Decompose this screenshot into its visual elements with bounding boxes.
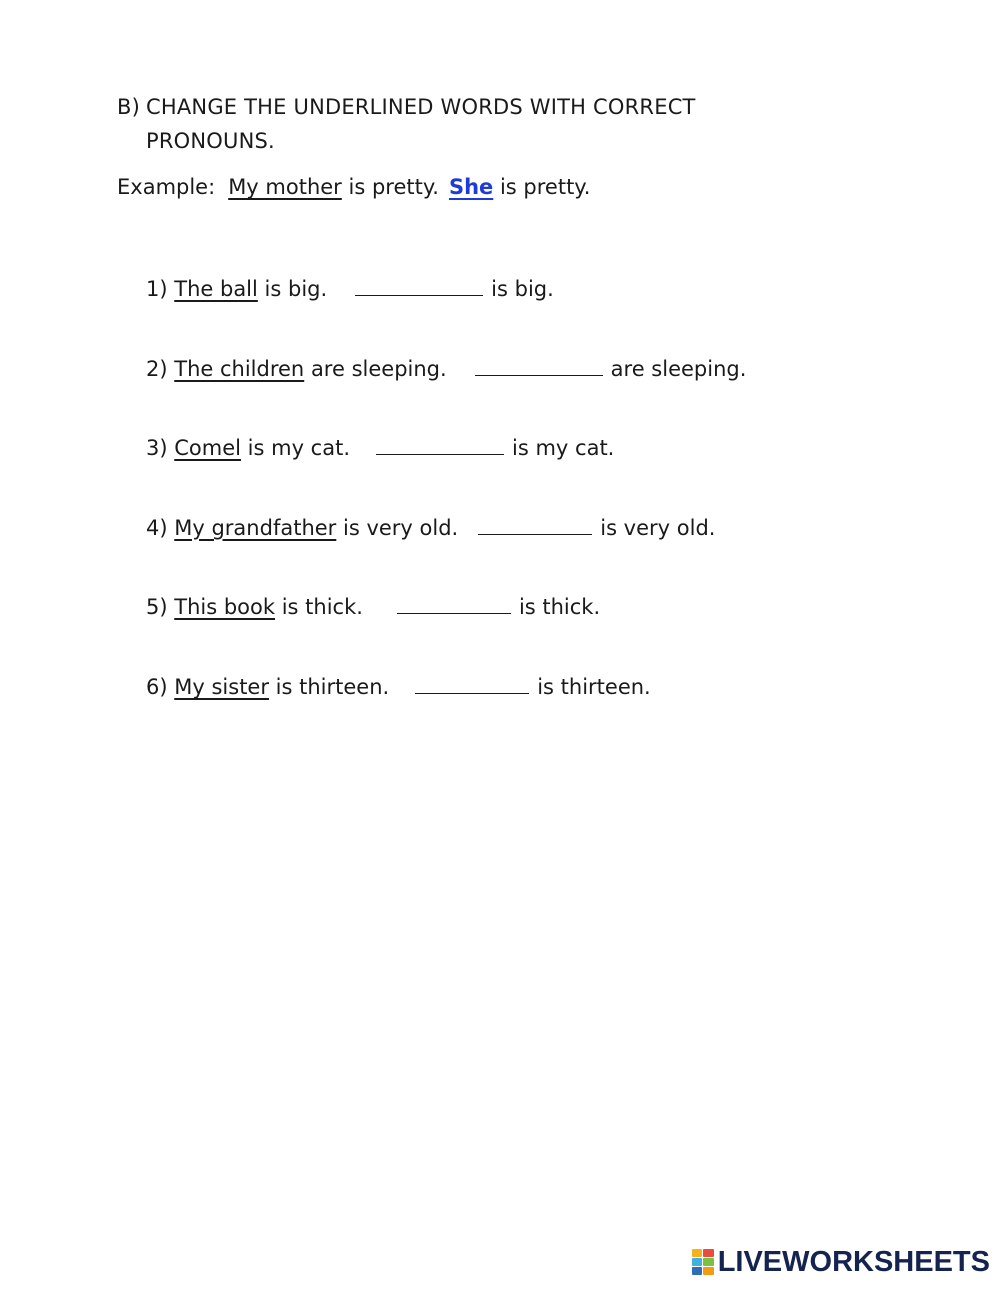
item-after-blank: is my cat. (512, 436, 615, 461)
item-after-blank: is thick. (518, 595, 601, 620)
answer-blank[interactable] (376, 432, 504, 455)
item-rest: is my cat. (247, 436, 351, 461)
item-underlined-words: My grandfather (174, 515, 337, 540)
item-after-blank: is thirteen. (537, 674, 651, 699)
liveworksheets-logo-icon (692, 1249, 714, 1275)
item-rest: is thick. (281, 595, 363, 620)
item-underlined-words: Comel (174, 436, 241, 461)
exercise-item (146, 511, 746, 591)
example-sentence (117, 172, 590, 202)
item-underlined-words: My sister (174, 674, 269, 699)
item-underlined-words: This book (174, 595, 276, 620)
item-number: 3) (146, 436, 168, 461)
example-underlined-words: My mother (228, 175, 342, 199)
answer-blank[interactable] (475, 353, 603, 376)
item-underlined-words: The ball (174, 277, 258, 301)
answer-blank[interactable] (478, 512, 592, 535)
exercise-item (146, 352, 746, 432)
example-label: Example: (117, 175, 216, 199)
exercise-item (146, 431, 746, 511)
answer-blank[interactable] (397, 591, 511, 614)
item-number: 2) (146, 356, 168, 381)
item-after-blank: is very old. (600, 515, 716, 540)
instruction-line-2: PRONOUNS. (146, 129, 275, 153)
instruction-marker: B) (117, 95, 140, 119)
item-after-blank: is big. (491, 277, 554, 301)
exercise-item (146, 272, 746, 352)
logo-wordmark: LIVEWORKSHEETS (717, 1245, 990, 1278)
item-rest: are sleeping. (310, 356, 447, 381)
item-number: 5) (146, 595, 168, 620)
item-rest: is big. (264, 277, 328, 301)
item-underlined-words: The children (174, 356, 305, 381)
instruction-line-1: CHANGE THE UNDERLINED WORDS WITH CORRECT (146, 95, 696, 119)
item-rest: is thirteen. (275, 674, 390, 699)
item-rest: is very old. (343, 515, 459, 540)
item-number: 4) (146, 515, 168, 540)
liveworksheets-logo (692, 1247, 990, 1277)
example-rest: is pretty. (348, 175, 439, 199)
exercise-list (146, 272, 746, 750)
instruction (117, 90, 817, 158)
answer-blank[interactable] (355, 273, 483, 296)
example-answer: She (448, 175, 494, 199)
exercise-item (146, 670, 746, 750)
item-number: 1) (146, 277, 168, 301)
item-number: 6) (146, 674, 168, 699)
answer-blank[interactable] (415, 671, 529, 694)
exercise-item (146, 590, 746, 670)
example-answer-rest: is pretty. (499, 175, 591, 199)
item-after-blank: are sleeping. (610, 356, 747, 381)
